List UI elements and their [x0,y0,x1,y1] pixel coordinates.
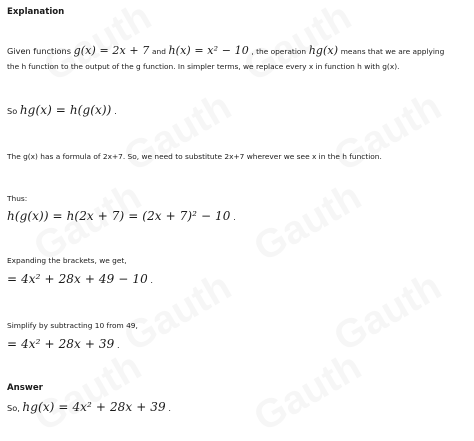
math-g: g(x) = 2x + 7 [73,44,150,57]
watermark [116,84,239,181]
text: , the operation [251,47,307,56]
math-answer: hg(x) = 4x² + 28x + 39 [22,400,166,414]
text: Thus: [7,194,28,203]
math-simplified: = 4x² + 28x + 39 [7,337,115,351]
text: Expanding the brackets, we get, [7,256,127,265]
paragraph-simplify [7,320,468,351]
paragraph-definition [7,45,468,73]
paragraph-expand [7,255,468,286]
answer-line [7,401,468,414]
text: means that we are applying [340,47,445,56]
text: Simplify by subtracting 10 from 49, [7,321,138,330]
answer-heading: Answer [7,383,43,393]
text: and [151,47,166,56]
watermark [326,84,449,181]
text: . [233,212,236,222]
text: . [168,403,171,413]
text: So, [7,403,20,413]
explanation-heading: Explanation [7,7,65,17]
math-composition: hg(x) = h(g(x)) [19,103,112,117]
math-h: h(x) = x² − 10 [168,44,249,57]
math-expanded: = 4x² + 28x + 49 − 10 [7,272,148,286]
text: Given functions [7,46,72,56]
text: the h function to the output of the g function. In simpler terms, we replace every x in function h with g(x). [7,62,400,71]
math-substitution: h(g(x)) = h(2x + 7) = (2x + 7)² − 10 [7,209,231,223]
paragraph-thus [7,193,468,223]
text: . [114,106,117,116]
text: . [116,340,120,350]
text: . [150,275,154,285]
paragraph-so [7,104,468,117]
paragraph-substitute: The g(x) has a formula of 2x+7. So, we need to substitute 2x+7 wherever we see x in the h function. [7,152,382,161]
text: So [7,106,18,116]
math-hg: hg(x) [308,44,339,57]
